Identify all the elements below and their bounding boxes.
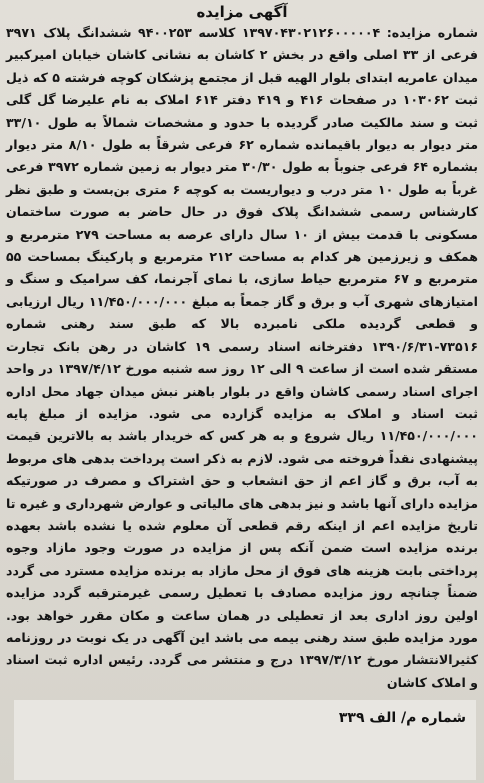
notice-title: آگهی مزایده: [196, 3, 288, 21]
notice-footer-box: [14, 700, 476, 780]
notice-body: شماره مزایده: ۱۳۹۷۰۴۳۰۲۱۲۶۰۰۰۰۰۴ کلاسه ۹۴۰۰۲۵۳ ششدانگ پلاک ۳۹۷۱ فرعی از ۳۳ اصلی واقع در بخش ۲ کاشان به نشانی کاشان خیابان امیرکبیر میدان عامریه ابتدای بلوار الهیه قبل از مجتمع پزشکان کوچه فرشته ۵ که ذیل ثبت ۱۰۳۰۶۲ در صفحات ۴۱۶ و ۴۱۹ دفتر ۶۱۴ املاک به نام علیرضا گل گلی ثبت و سند مالکیت صادر گردیده با حدود و مشخصات شمالاً به طول ۳۳/۱۰ متر دیوار به دیوار باقیمانده شماره ۶۲ فرعی شرقاً به طول ۸/۱۰ متر دیوار بشماره ۶۴ فرعی جنوباً به طول ۳۰/۳۰ متر دیوار به زمین شماره ۳۹۷۲ فرعی غرباً به طول ۱۰ متر درب و دیواریست به کوچه ۶ متری بن‌بست و طبق نظر کارشناس رسمی ششدانگ پلاک فوق در حال حاضر به صورت ساختمان مسکونی با قدمت بیش از ۱۰ سال دارای عرصه به مساحت ۲۷۹ مترمربع و همکف و زیرزمین هر کدام به مساحت ۲۱۲ مترمربع و پارکینگ بمساحت ۵۵ مترمربع و ۶۷ مترمربع حیاط سازی، با نمای آجرنما، کف سرامیک و سنگ و امتیازهای شهری آب و برق و گاز جمعاً به مبلغ ۱۱/۴۵۰/۰۰۰/۰۰۰ ریال ارزیابی و قطعی گردیده ملکی نامبرده بالا که طبق سند رهنی شماره ۷۳۵۱۶-۱۳۹۰/۶/۳۱ دفترخانه اسناد رسمی ۱۹ کاشان در رهن بانک تجارت مستقر شده است از ساعت ۹ الی ۱۲ روز سه شنبه مورخ ۱۳۹۷/۴/۱۲ در واحد اجرای اسناد رسمی کاشان واقع در بلوار باهنر نبش میدان جهاد محل اداره ثبت اسناد و املاک به مزایده گزارده می شود. مزایده از مبلغ پایه ۱۱/۴۵۰/۰۰۰/۰۰۰ ریال شروع و به هر کس که خریدار باشد به بالاترین قیمت پیشنهادی نقداً فروخته می شود. لازم به ذکر است پرداخت بدهی های مربوط به آب، برق و گاز اعم از حق انشعاب و حق اشتراک و مصرف در صورتیکه مزایده دارای آنها باشد و نیز بدهی های مالیاتی و عوارض شهرداری و غیره تا تاریخ مزایده اعم از اینکه رقم قطعی آن معلوم شده یا نشده باشد بعهده برنده مزایده است ضمن آنکه پس از مزایده در صورت وجود مازاد وجوه پرداختی بابت هزینه های فوق از محل مازاد به برنده مزایده مسترد می گردد ضمناً چنانچه روز مزایده مصادف با تعطیل رسمی غیرمترقبه گردد مزایده اولین روز اداری بعد از تعطیلی در همان ساعت و مکان مقرر خواهد بود. مورد مزایده طبق سند رهنی بیمه می باشد این آگهی در یک نوبت در روزنامه کثیرالانتشار مورخ ۱۳۹۷/۳/۱۲ درج و منتشر می گردد. رئیس اداره ثبت اسناد و املاک کاشان: [6, 25, 479, 690]
notice-code: شماره م/ الف ۳۳۹: [338, 710, 466, 726]
